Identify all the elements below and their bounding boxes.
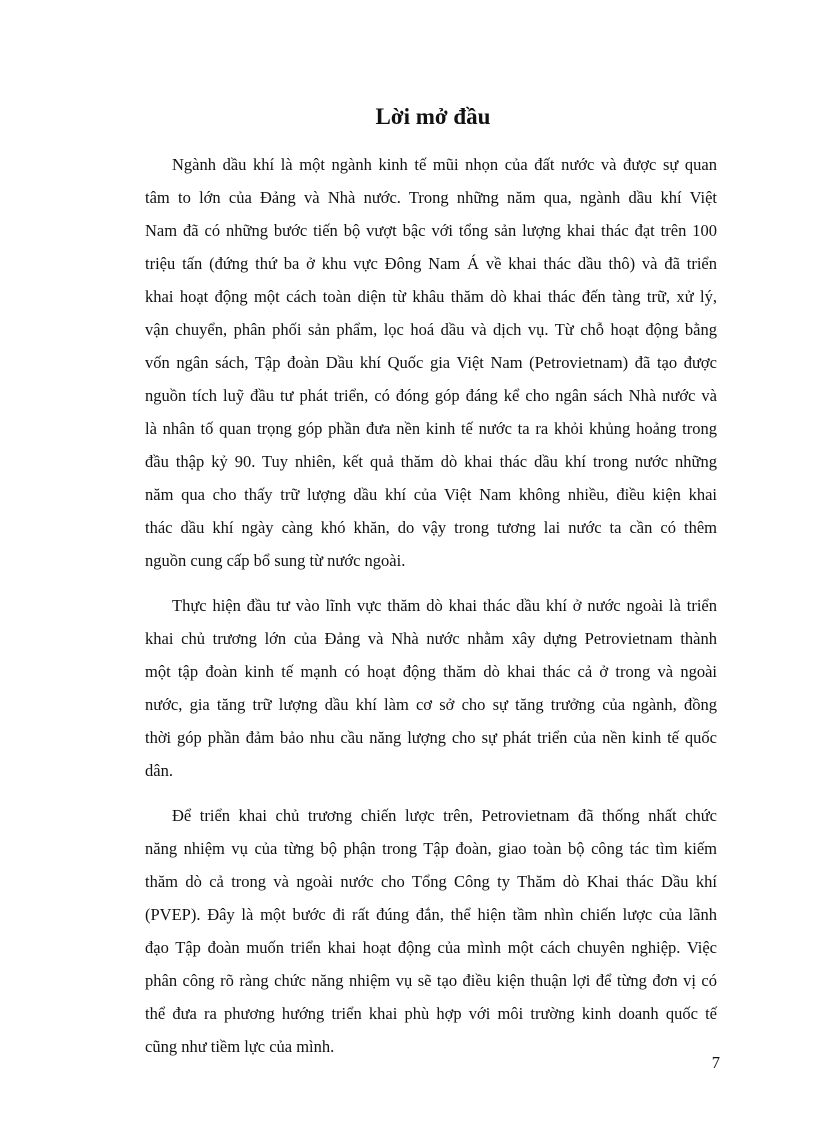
paragraph-2-line-5: thời góp phần đảm bảo nhu cầu năng lượng cho sự phát triển của nền kinh tế quốc bbox=[145, 728, 717, 747]
paragraph-1-line-7: vốn ngân sách, Tập đoàn Dầu khí Quốc gia Việt Nam (Petrovietnam) đã tạo được bbox=[145, 353, 717, 372]
paragraph-2-line-2: khai chủ trương lớn của Đảng và Nhà nước nhằm xây dựng Petrovietnam thành bbox=[145, 629, 717, 648]
paragraph-1-line-2: tâm to lớn của Đảng và Nhà nước. Trong những năm qua, ngành dầu khí Việt bbox=[145, 188, 717, 207]
paragraph-3-line-1: Để triển khai chủ trương chiến lược trên, Petrovietnam đã thống nhất chức bbox=[172, 806, 717, 825]
paragraph-2-line-1: Thực hiện đầu tư vào lĩnh vực thăm dò khai thác dầu khí ở nước ngoài là triển bbox=[172, 596, 717, 615]
paragraph-2-line-6: dân. bbox=[145, 761, 173, 780]
paragraph-3-line-4: (PVEP). Đây là một bước đi rất đúng đắn, thể hiện tầm nhìn chiến lược của lãnh bbox=[145, 905, 717, 924]
paragraph-1-line-4: triệu tấn (đứng thứ ba ở khu vực Đông Nam Á về khai thác dầu thô) và đã triển bbox=[145, 254, 717, 273]
paragraph-1-line-5: khai hoạt động một cách toàn diện từ khâu thăm dò khai thác đến tàng trữ, xử lý, bbox=[145, 287, 717, 306]
paragraph-1-line-6: vận chuyển, phân phối sản phẩm, lọc hoá dầu và dịch vụ. Từ chỗ hoạt động bằng bbox=[145, 320, 717, 339]
paragraph-1-line-11: năm qua cho thấy trữ lượng dầu khí của Việt Nam không nhiều, điều kiện khai bbox=[145, 485, 717, 504]
paragraph-1-line-1: Ngành dầu khí là một ngành kinh tế mũi nhọn của đất nước và được sự quan bbox=[172, 155, 717, 174]
paragraph-1-line-8: nguồn tích luỹ đầu tư phát triển, có đóng góp đáng kể cho ngân sách Nhà nước và bbox=[145, 386, 717, 405]
paragraph-3-line-7: thể đưa ra phương hướng triển khai phù hợp với môi trường kinh doanh quốc tế bbox=[145, 1004, 717, 1023]
page-title: Lời mở đầu bbox=[375, 104, 491, 129]
paragraph-1-line-3: Nam đã có những bước tiến bộ vượt bậc với tổng sản lượng khai thác đạt trên 100 bbox=[145, 221, 717, 240]
paragraph-1-line-9: là nhân tố quan trọng góp phần đưa nền kinh tế nước ta ra khỏi khủng hoảng trong bbox=[145, 419, 717, 438]
paragraph-1-line-12: thác dầu khí ngày càng khó khăn, do vậy trong tương lai nước ta cần có thêm bbox=[145, 518, 717, 537]
paragraph-2-line-4: nước, gia tăng trữ lượng dầu khí làm cơ sở cho sự tăng trưởng của ngành, đồng bbox=[145, 695, 717, 714]
page-number: 7 bbox=[711, 1053, 720, 1072]
paragraph-2-line-3: một tập đoàn kinh tế mạnh có hoạt động thăm dò khai thác cả ở trong và ngoài bbox=[145, 662, 717, 681]
paragraph-3-line-2: năng nhiệm vụ của từng bộ phận trong Tập đoàn, giao toàn bộ công tác tìm kiếm bbox=[145, 839, 717, 858]
paragraph-3-line-5: đạo Tập đoàn muốn triển khai hoạt động của mình một cách chuyên nghiệp. Việc bbox=[145, 938, 717, 957]
paragraph-3-line-8: cũng như tiềm lực của mình. bbox=[145, 1037, 335, 1056]
paragraph-1-line-10: đầu thập kỷ 90. Tuy nhiên, kết quả thăm dò khai thác dầu khí trong nước những bbox=[145, 452, 717, 471]
paragraph-3-line-6: phân công rõ ràng chức năng nhiệm vụ sẽ tạo điều kiện thuận lợi để từng đơn vị có bbox=[145, 971, 717, 990]
paragraph-1-line-13: nguồn cung cấp bổ sung từ nước ngoài. bbox=[145, 551, 406, 570]
paragraph-3-line-3: thăm dò cả trong và ngoài nước cho Tổng Công ty Thăm dò Khai thác Dầu khí bbox=[145, 872, 717, 891]
